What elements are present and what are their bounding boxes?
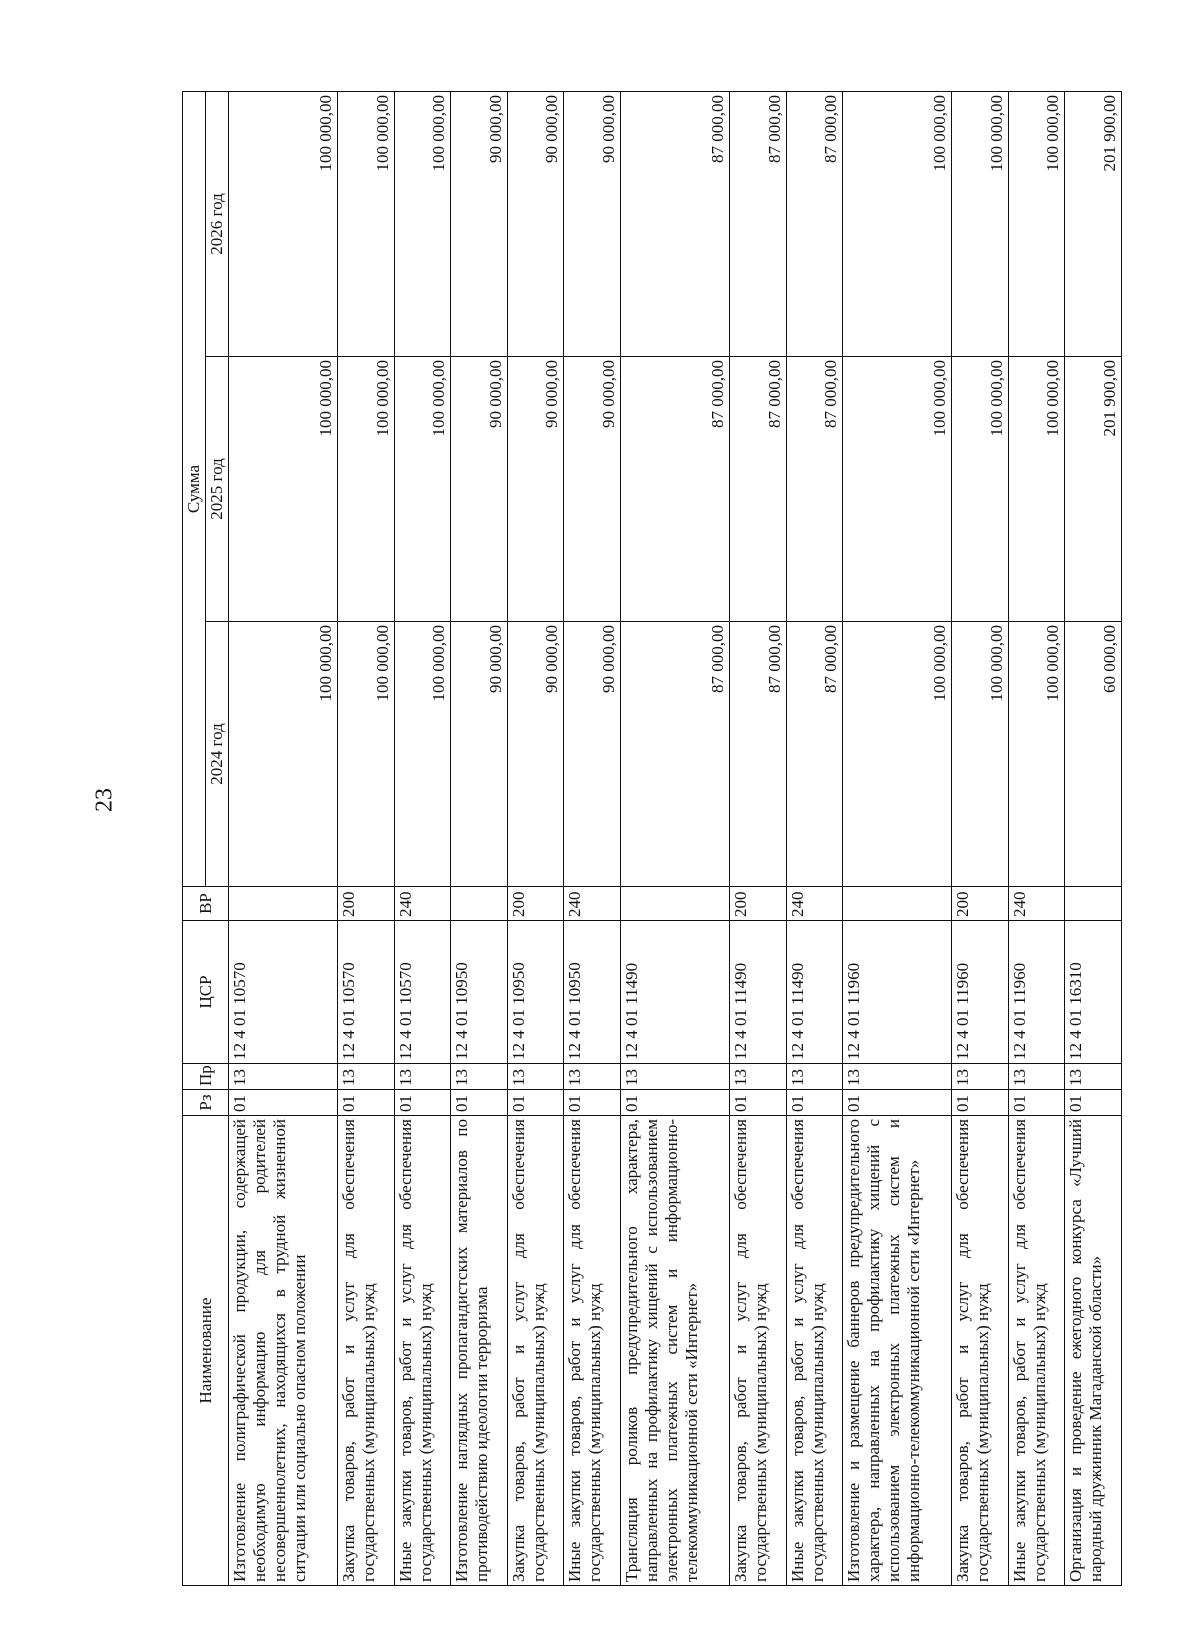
- table-cell-2026: 100 000,00: [843, 91, 952, 356]
- table-cell-pr: 13: [451, 1064, 508, 1090]
- table-cell-2025: 87 000,00: [620, 357, 729, 622]
- table-cell-rz: 01: [451, 1090, 508, 1116]
- budget-table: [182, 91, 1122, 1586]
- table-row: [507, 91, 564, 1585]
- table-cell-name: Организация и проведение ежегодного конкурса «Лучший народный дружинник Магаданской области»: [1065, 1116, 1122, 1586]
- table-cell-pr: 13: [786, 1064, 843, 1090]
- table-cell-2025: 100 000,00: [1008, 357, 1065, 622]
- table-cell-2025: 90 000,00: [507, 357, 564, 622]
- table-cell-pr: 13: [730, 1064, 787, 1090]
- table-row: [952, 91, 1009, 1585]
- table-cell-name: Иные закупки товаров, работ и услуг для обеспечения государственных (муниципальных) нужд: [1008, 1116, 1065, 1586]
- table-row: [394, 91, 451, 1585]
- table-cell-pr: 13: [338, 1064, 395, 1090]
- table-cell-vr: [843, 887, 952, 921]
- table-cell-name: Изготовление наглядных пропагандистских материалов по противодействию идеологии терроризма: [451, 1116, 508, 1586]
- table-row: [730, 91, 787, 1585]
- table-cell-pr: 13: [1008, 1064, 1065, 1090]
- table-cell-vr: 200: [338, 887, 395, 921]
- table-cell-vr: [620, 887, 729, 921]
- table-cell-rz: 01: [394, 1090, 451, 1116]
- table-cell-2024: 90 000,00: [564, 622, 621, 887]
- header-sum: Сумма: [183, 91, 206, 886]
- table-cell-2024: 100 000,00: [1008, 622, 1065, 887]
- table-cell-pr: 13: [229, 1064, 338, 1090]
- table-cell-csr: 12 4 01 11960: [1008, 921, 1065, 1064]
- table-cell-2024: 100 000,00: [952, 622, 1009, 887]
- table-cell-rz: 01: [952, 1090, 1009, 1116]
- table-cell-2026: 100 000,00: [952, 91, 1009, 356]
- table-cell-rz: 01: [564, 1090, 621, 1116]
- table-cell-2026: 201 900,00: [1065, 91, 1122, 356]
- table-cell-csr: 12 4 01 16310: [1065, 921, 1122, 1064]
- header-rz: Рз: [183, 1090, 229, 1116]
- table-cell-2026: 90 000,00: [507, 91, 564, 356]
- table-cell-rz: 01: [338, 1090, 395, 1116]
- table-cell-name: Изготовление и размещение баннеров предупредительного характера, направленных на профилактику хищений с использованием электронных платежных систем и информационно-телекоммуникационной сети «Интернет»: [843, 1116, 952, 1586]
- table-cell-vr: 200: [730, 887, 787, 921]
- table-cell-2024: 90 000,00: [451, 622, 508, 887]
- table-row: [338, 91, 395, 1585]
- table-cell-csr: 12 4 01 10570: [229, 921, 338, 1064]
- header-2024: 2024 год: [206, 622, 229, 887]
- table-cell-vr: 240: [1008, 887, 1065, 921]
- table-cell-csr: 12 4 01 11490: [786, 921, 843, 1064]
- table-cell-name: Закупка товаров, работ и услуг для обеспечения государственных (муниципальных) нужд: [952, 1116, 1009, 1586]
- table-cell-csr: 12 4 01 10950: [564, 921, 621, 1064]
- table-cell-rz: 01: [786, 1090, 843, 1116]
- table-cell-rz: 01: [620, 1090, 729, 1116]
- table-cell-vr: 200: [507, 887, 564, 921]
- table-cell-2026: 100 000,00: [394, 91, 451, 356]
- table-cell-pr: 13: [620, 1064, 729, 1090]
- table-cell-2024: 90 000,00: [507, 622, 564, 887]
- table-cell-pr: 13: [952, 1064, 1009, 1090]
- table-cell-2025: 100 000,00: [338, 357, 395, 622]
- table-cell-2024: 87 000,00: [786, 622, 843, 887]
- table-cell-csr: 12 4 01 10950: [507, 921, 564, 1064]
- table-cell-name: Изготовление полиграфической продукции, содержащей необходимую информацию для родителей несовершеннолетних, находящихся в трудной жизненной ситуации или социально опасном положении: [229, 1116, 338, 1586]
- table-cell-2026: 87 000,00: [786, 91, 843, 356]
- table-cell-rz: 01: [843, 1090, 952, 1116]
- table-cell-2025: 90 000,00: [564, 357, 621, 622]
- table-cell-name: Иные закупки товаров, работ и услуг для обеспечения государственных (муниципальных) нужд: [394, 1116, 451, 1586]
- header-2026: 2026 год: [206, 91, 229, 356]
- table-cell-pr: 13: [1065, 1064, 1122, 1090]
- table-cell-2024: 87 000,00: [620, 622, 729, 887]
- table-cell-vr: 240: [564, 887, 621, 921]
- table-cell-name: Закупка товаров, работ и услуг для обеспечения государственных (муниципальных) нужд: [338, 1116, 395, 1586]
- table-cell-name: Закупка товаров, работ и услуг для обеспечения государственных (муниципальных) нужд: [507, 1116, 564, 1586]
- table-row: [229, 91, 338, 1585]
- table-cell-2025: 100 000,00: [843, 357, 952, 622]
- table-cell-2026: 90 000,00: [451, 91, 508, 356]
- table-row: [1065, 91, 1122, 1585]
- table-cell-csr: 12 4 01 11490: [730, 921, 787, 1064]
- table-cell-2025: 87 000,00: [730, 357, 787, 622]
- table-cell-csr: 12 4 01 10570: [338, 921, 395, 1064]
- table-cell-2026: 90 000,00: [564, 91, 621, 356]
- table-cell-2024: 100 000,00: [229, 622, 338, 887]
- table-row: [843, 91, 952, 1585]
- table-cell-pr: 13: [394, 1064, 451, 1090]
- table-cell-rz: 01: [730, 1090, 787, 1116]
- table-cell-2025: 201 900,00: [1065, 357, 1122, 622]
- table-cell-2026: 87 000,00: [620, 91, 729, 356]
- table-cell-rz: 01: [1008, 1090, 1065, 1116]
- table-cell-2026: 100 000,00: [229, 91, 338, 356]
- table-cell-name: Иные закупки товаров, работ и услуг для обеспечения государственных (муниципальных) нужд: [564, 1116, 621, 1586]
- table-cell-2026: 87 000,00: [730, 91, 787, 356]
- table-cell-name: Иные закупки товаров, работ и услуг для обеспечения государственных (муниципальных) нужд: [786, 1116, 843, 1586]
- table-cell-2025: 100 000,00: [952, 357, 1009, 622]
- header-csr: ЦСР: [183, 921, 229, 1064]
- table-cell-2026: 100 000,00: [338, 91, 395, 356]
- table-cell-name: Трансляция роликов предупредительного характера, направленных на профилактику хищений с использованием электронных платежных систем и информационно-телекоммуникационной сети «Интернет»: [620, 1116, 729, 1586]
- table-cell-vr: 200: [952, 887, 1009, 921]
- header-2025: 2025 год: [206, 357, 229, 622]
- table-cell-pr: 13: [507, 1064, 564, 1090]
- table-cell-vr: 240: [786, 887, 843, 921]
- table-cell-2024: 100 000,00: [843, 622, 952, 887]
- rotated-table-container: [182, 92, 1122, 1586]
- table-cell-rz: 01: [229, 1090, 338, 1116]
- table-cell-csr: 12 4 01 10570: [394, 921, 451, 1064]
- table-cell-csr: 12 4 01 10950: [451, 921, 508, 1064]
- header-vr: ВР: [183, 887, 229, 921]
- table-row: [451, 91, 508, 1585]
- table-cell-2024: 60 000,00: [1065, 622, 1122, 887]
- table-cell-pr: 13: [564, 1064, 621, 1090]
- table-row: [786, 91, 843, 1585]
- table-cell-2025: 90 000,00: [451, 357, 508, 622]
- table-cell-vr: 240: [394, 887, 451, 921]
- table-cell-2026: 100 000,00: [1008, 91, 1065, 356]
- table-cell-2025: 100 000,00: [229, 357, 338, 622]
- header-pr: Пр: [183, 1064, 229, 1090]
- table-cell-pr: 13: [843, 1064, 952, 1090]
- table-cell-rz: 01: [507, 1090, 564, 1116]
- header-name: Наименование: [183, 1116, 229, 1586]
- table-row: [1008, 91, 1065, 1585]
- page-number: 23: [91, 788, 118, 812]
- table-cell-2025: 100 000,00: [394, 357, 451, 622]
- table-cell-vr: [451, 887, 508, 921]
- table-cell-2024: 100 000,00: [394, 622, 451, 887]
- table-cell-csr: 12 4 01 11490: [620, 921, 729, 1064]
- table-cell-csr: 12 4 01 11960: [843, 921, 952, 1064]
- table-row: [564, 91, 621, 1585]
- table-body: [229, 91, 1122, 1585]
- table-cell-2025: 87 000,00: [786, 357, 843, 622]
- table-cell-rz: 01: [1065, 1090, 1122, 1116]
- table-row: [620, 91, 729, 1585]
- table-cell-2024: 87 000,00: [730, 622, 787, 887]
- table-cell-vr: [1065, 887, 1122, 921]
- table-cell-csr: 12 4 01 11960: [952, 921, 1009, 1064]
- table-cell-vr: [229, 887, 338, 921]
- table-cell-name: Закупка товаров, работ и услуг для обеспечения государственных (муниципальных) нужд: [730, 1116, 787, 1586]
- table-cell-2024: 100 000,00: [338, 622, 395, 887]
